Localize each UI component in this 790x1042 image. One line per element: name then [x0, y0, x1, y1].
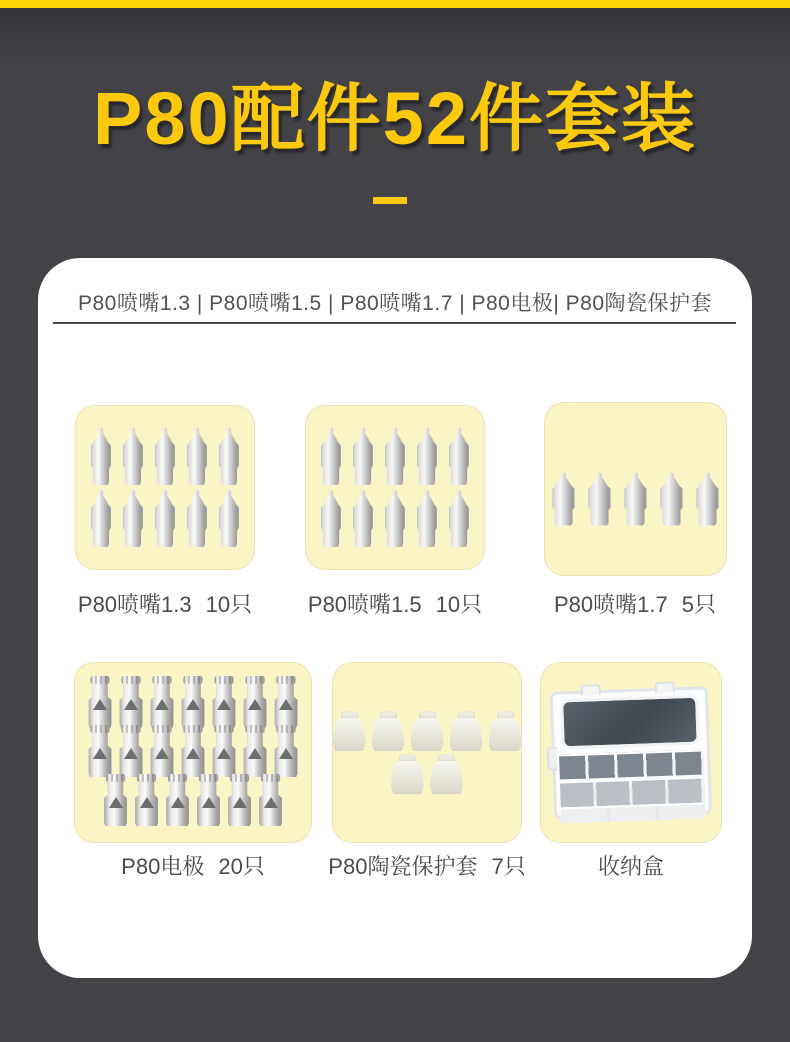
cup-shape	[411, 711, 444, 751]
product-card	[38, 258, 752, 978]
nozzle-shape	[152, 490, 179, 547]
cup-shape	[333, 711, 366, 751]
nozzle-1-5-photo	[315, 423, 475, 552]
electrode-shape	[225, 774, 255, 826]
cup-shape	[489, 711, 522, 751]
nozzle-shape	[414, 428, 441, 485]
electrode-shape	[178, 676, 208, 728]
caption-ceramic-shield	[297, 850, 557, 878]
nozzle-shape	[585, 473, 615, 526]
nozzle-shape	[184, 490, 211, 547]
nozzle-shape	[184, 428, 211, 485]
tile-nozzle-1-7	[544, 402, 727, 576]
nozzle-shape	[382, 490, 409, 547]
nozzle-shape	[88, 490, 115, 547]
nozzle-shape	[216, 490, 243, 547]
electrode-shape	[116, 676, 146, 728]
nozzle-shape	[382, 428, 409, 485]
item-qty: 7只	[491, 854, 526, 879]
tile-ceramic-shield	[332, 662, 522, 843]
electrode-shape	[271, 725, 301, 777]
box-side-tab	[547, 746, 558, 770]
item-name: P80陶瓷保护套	[328, 854, 478, 879]
nozzle-shape	[693, 473, 723, 526]
electrode-photo	[85, 679, 302, 826]
nozzle-shape	[549, 473, 579, 526]
caption-nozzle-1-5	[285, 588, 505, 616]
nozzle-shape	[350, 490, 377, 547]
nozzle-1-7-photo	[546, 463, 726, 516]
nozzle-shape	[621, 473, 651, 526]
header-divider	[53, 322, 736, 324]
caption-electrode	[73, 850, 313, 878]
electrode-shape	[256, 774, 286, 826]
caption-nozzle-1-7	[525, 588, 745, 616]
nozzle-shape	[446, 490, 473, 547]
electrode-shape	[147, 676, 177, 728]
electrode-shape	[209, 676, 239, 728]
box-compartments-row	[559, 749, 704, 779]
nozzle-shape	[120, 428, 147, 485]
electrode-shape	[209, 725, 239, 777]
ceramic-shield-photo	[330, 708, 525, 797]
electrode-shape	[240, 725, 270, 777]
electrode-shape	[240, 676, 270, 728]
cup-shape	[372, 711, 405, 751]
electrode-shape	[101, 774, 131, 826]
item-qty: 10只	[435, 592, 483, 617]
cup-shape	[450, 711, 483, 751]
tile-nozzle-1-5	[305, 405, 485, 570]
electrode-shape	[163, 774, 193, 826]
electrode-shape	[271, 676, 301, 728]
tile-electrode	[74, 662, 312, 843]
nozzle-shape	[318, 428, 345, 485]
box-lid	[560, 694, 700, 749]
item-name: P80电极	[121, 854, 205, 879]
parts-list-header: P80喷嘴1.3 | P80喷嘴1.5 | P80喷嘴1.7 | P80电极| P80陶瓷保护套	[77, 292, 713, 315]
nozzle-shape	[152, 428, 179, 485]
nozzle-shape	[657, 473, 687, 526]
nozzle-shape	[414, 490, 441, 547]
item-name: 收纳盒	[597, 854, 664, 879]
item-qty: 5只	[681, 592, 716, 617]
caption-storage-box	[521, 850, 741, 878]
electrode-shape	[178, 725, 208, 777]
electrode-shape	[116, 725, 146, 777]
nozzle-shape	[318, 490, 345, 547]
electrode-shape	[194, 774, 224, 826]
nozzle-1-3-photo	[85, 423, 245, 552]
cup-shape	[391, 754, 424, 794]
tile-storage-box	[540, 662, 722, 843]
cup-shape	[430, 754, 463, 794]
box-clasp-icon	[655, 681, 675, 693]
item-name: P80喷嘴1.5	[307, 592, 422, 617]
nozzle-shape	[446, 428, 473, 485]
top-accent-strip	[0, 0, 790, 8]
title-underline-dash	[373, 197, 407, 204]
electrode-shape	[85, 676, 115, 728]
item-name: P80喷嘴1.7	[554, 592, 668, 617]
nozzle-shape	[88, 428, 115, 485]
item-qty: 20只	[218, 854, 265, 879]
box-clasp-icon	[581, 684, 601, 696]
tile-nozzle-1-3	[75, 405, 255, 570]
caption-nozzle-1-3	[55, 588, 275, 616]
storage-box-photo	[550, 686, 712, 819]
item-qty: 10只	[205, 592, 253, 617]
nozzle-shape	[120, 490, 147, 547]
electrode-shape	[132, 774, 162, 826]
nozzle-shape	[216, 428, 243, 485]
electrode-shape	[85, 725, 115, 777]
electrode-shape	[147, 725, 177, 777]
page-title: P80配件52件套装	[93, 77, 697, 160]
item-name: P80喷嘴1.3	[77, 592, 192, 617]
nozzle-shape	[350, 428, 377, 485]
